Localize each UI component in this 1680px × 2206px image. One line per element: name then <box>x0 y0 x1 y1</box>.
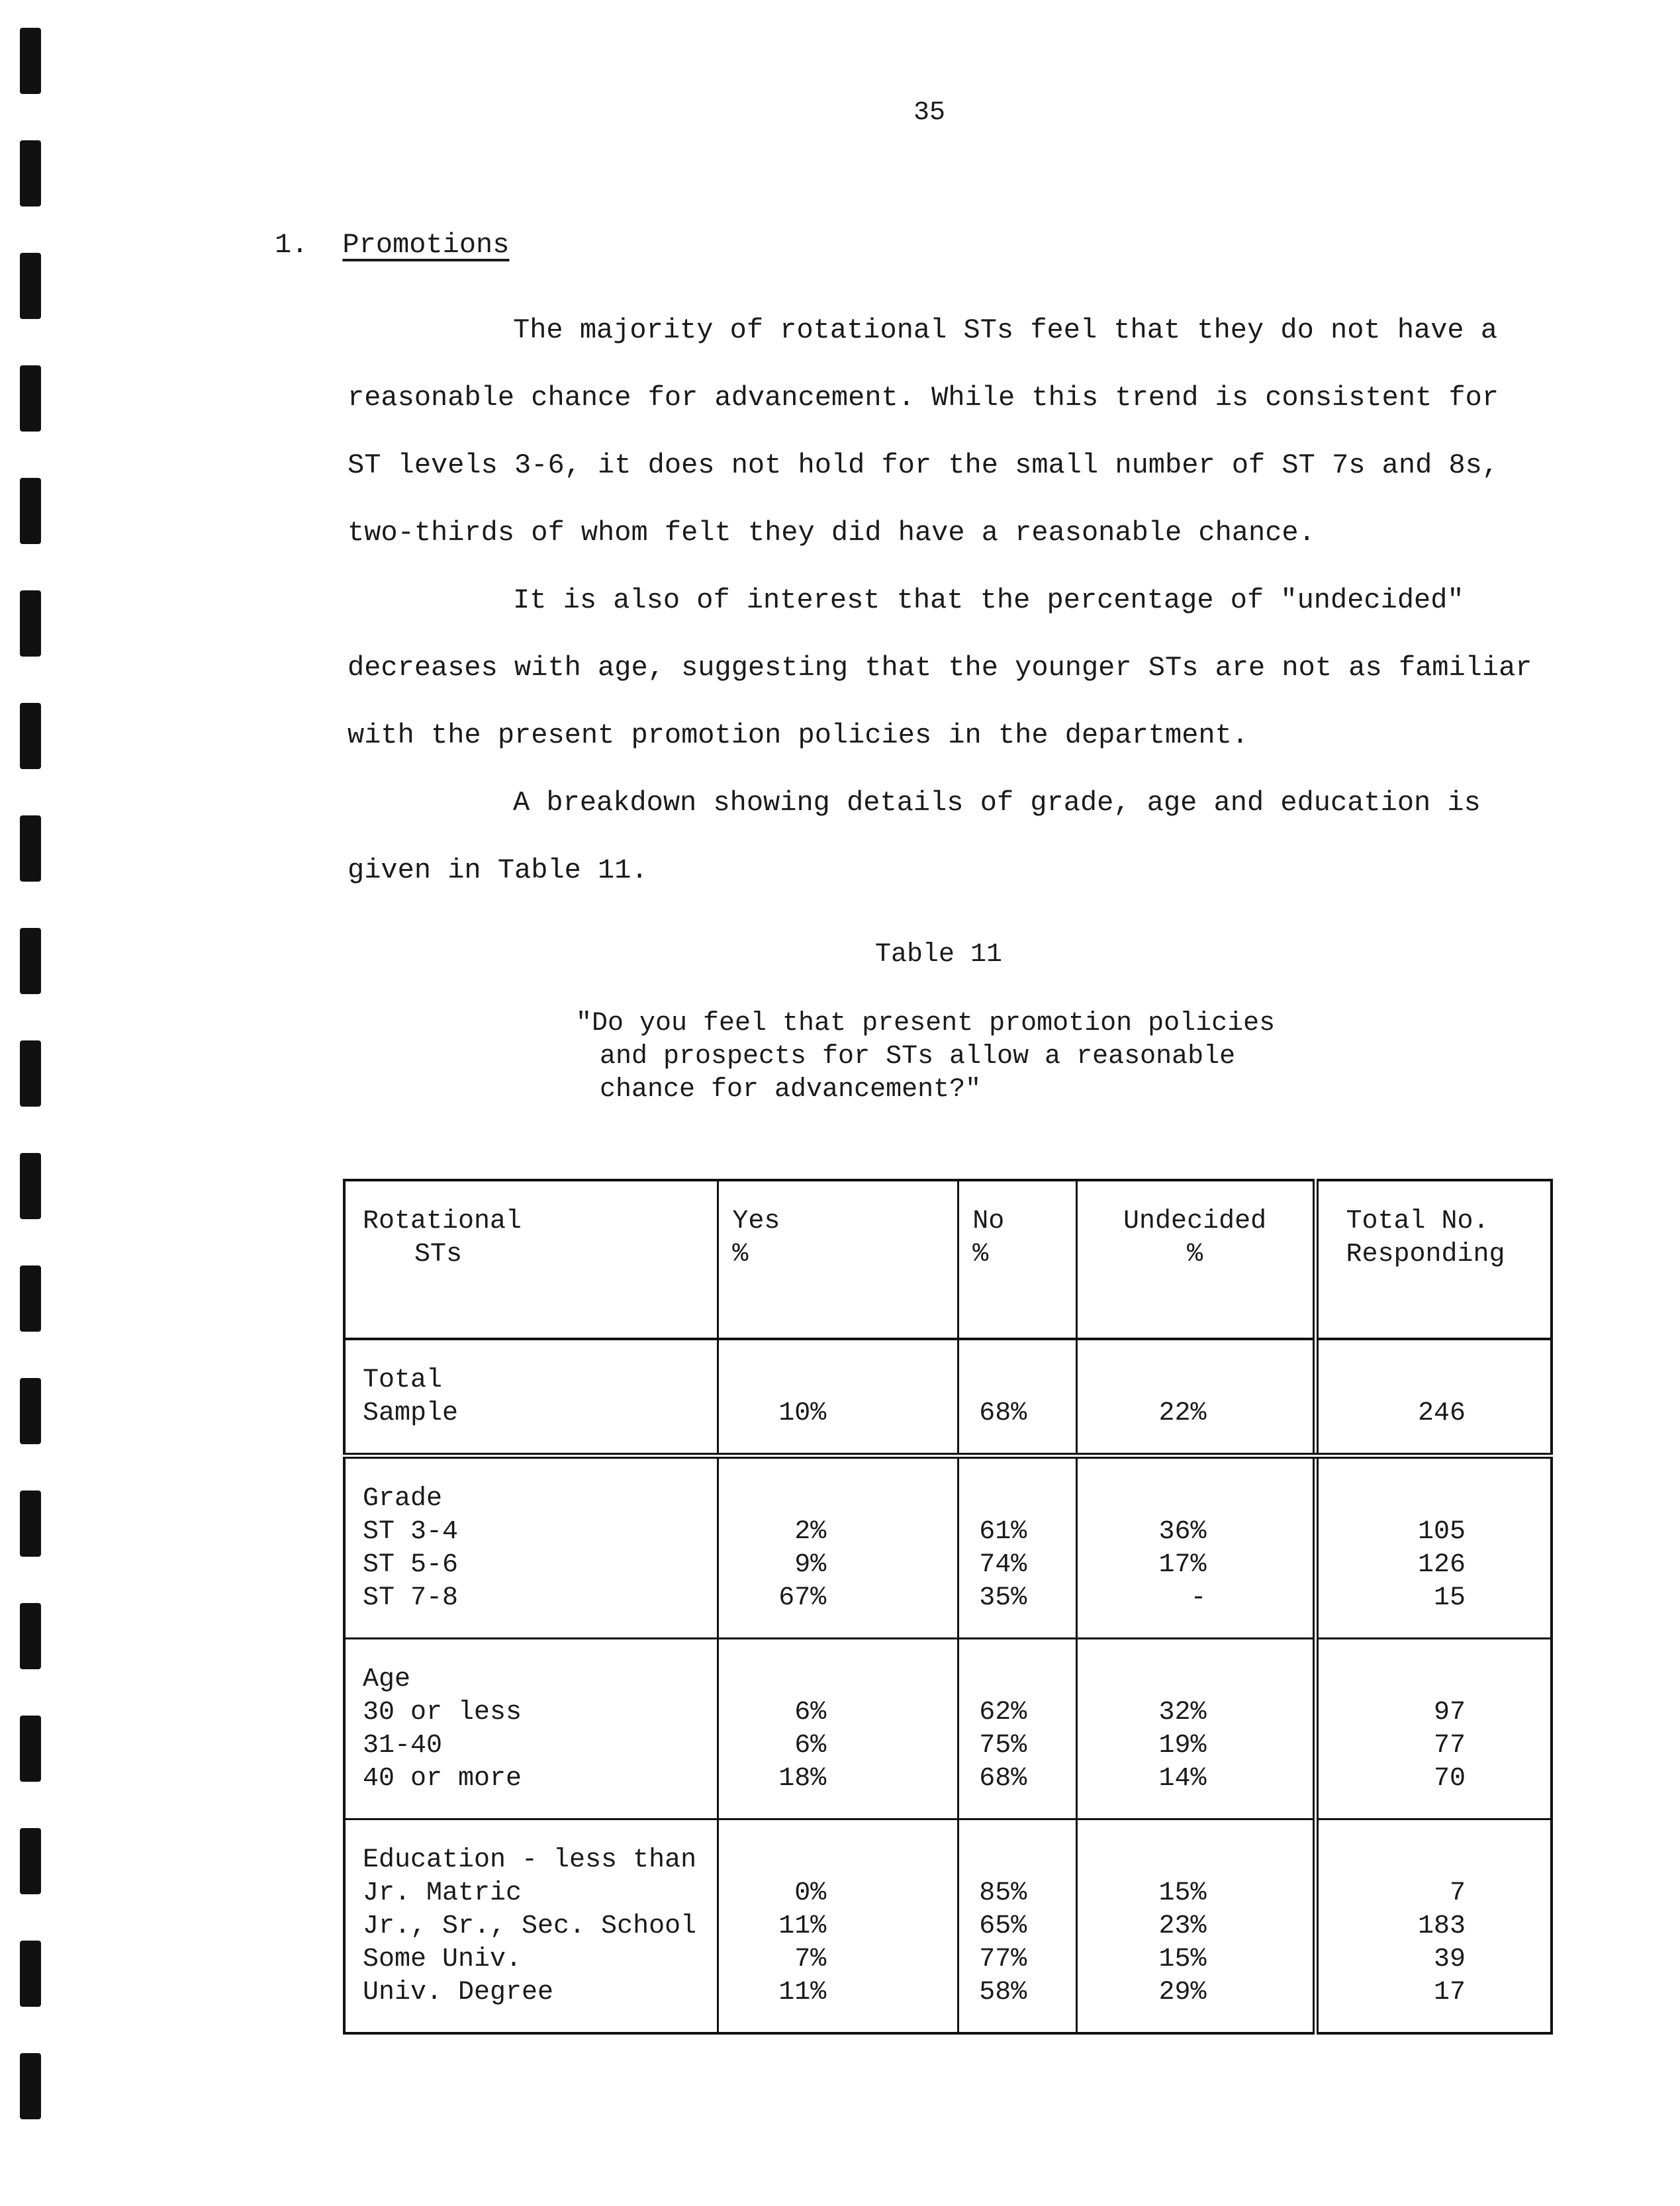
table-row <box>344 1639 1552 1819</box>
group-title: Education - less than <box>363 1845 697 1875</box>
group-title: Grade <box>363 1484 443 1514</box>
section-number: 1. <box>275 229 308 261</box>
question-line: "Do you feel that present promotion policies <box>576 1009 1276 1038</box>
header-total-responding <box>1315 1180 1552 1339</box>
header-text: % <box>732 1240 749 1269</box>
header-yes <box>718 1180 958 1339</box>
row-label: Jr. Matric <box>363 1878 522 1908</box>
row-label-cell <box>344 1456 718 1639</box>
total-value: 183 <box>1417 1911 1466 1941</box>
no-cell <box>958 1639 1076 1819</box>
row-label: ST 5-6 <box>363 1550 459 1580</box>
no-value: 77% <box>979 1945 1027 1974</box>
binding-hole <box>20 703 41 769</box>
row-label: 40 or more <box>363 1764 522 1794</box>
binding-holes <box>15 26 54 2184</box>
row-label: 31-40 <box>363 1731 443 1761</box>
undecided-value: - <box>1190 1583 1207 1613</box>
undecided-value: 15% <box>1158 1945 1207 1974</box>
yes-cell <box>718 1339 958 1456</box>
row-label-cell <box>344 1819 718 2034</box>
header-no <box>958 1180 1076 1339</box>
no-cell <box>958 1339 1076 1456</box>
yes-value: 6% <box>794 1698 827 1727</box>
binding-hole <box>20 365 41 432</box>
binding-hole <box>20 2053 41 2119</box>
table-question <box>576 1007 1275 1107</box>
paragraph: It is also of interest that the percentage of "undecided" decreases with age, suggesting that the younger STs are not as familiar with the present promotion policies in the department. <box>348 584 1532 751</box>
row-label: Univ. Degree <box>363 1978 554 2007</box>
row-label: Some Univ. <box>363 1945 522 1974</box>
no-value: 65% <box>979 1911 1027 1941</box>
total-cell <box>1315 1456 1552 1639</box>
undecided-value: 36% <box>1158 1517 1207 1547</box>
header-text: Undecided <box>1123 1207 1267 1236</box>
paragraph: The majority of rotational STs feel that they do not have a reasonable chance for advancement. While this trend is consistent for ST levels 3-6, it does not hold for the small number of ST 7s and 8s, two-thirds of whom felt they did have a reasonable chance. <box>348 314 1499 549</box>
header-text: Yes <box>732 1207 780 1236</box>
total-value: 15 <box>1433 1583 1466 1613</box>
row-label-cell <box>344 1339 718 1456</box>
question-line: chance for advancement?" <box>600 1075 982 1105</box>
yes-value: 11% <box>778 1911 827 1941</box>
no-value: 75% <box>979 1731 1027 1761</box>
binding-hole <box>20 590 41 657</box>
total-value: 17 <box>1433 1978 1466 2007</box>
header-text: Rotational <box>363 1207 522 1236</box>
yes-value: 11% <box>778 1978 827 2007</box>
undecided-cell <box>1076 1339 1315 1456</box>
undecided-cell <box>1076 1819 1315 2034</box>
undecided-value: 23% <box>1158 1911 1207 1941</box>
binding-hole <box>20 815 41 882</box>
header-text: No <box>972 1207 1005 1236</box>
no-value: 61% <box>979 1517 1027 1547</box>
header-text: Responding <box>1346 1240 1505 1269</box>
binding-hole <box>20 1040 41 1107</box>
yes-value: 10% <box>778 1399 827 1428</box>
row-label: ST 3-4 <box>363 1517 459 1547</box>
header-row <box>344 1180 1552 1339</box>
section-title: Promotions <box>342 229 510 261</box>
total-cell <box>1315 1819 1552 2034</box>
group-title: Age <box>363 1665 411 1694</box>
row-label: Sample <box>363 1399 459 1428</box>
yes-cell <box>718 1819 958 2034</box>
undecided-value: 29% <box>1158 1978 1207 2007</box>
binding-hole <box>20 1941 41 2007</box>
grade-group <box>344 1456 1552 1639</box>
total-value: 126 <box>1417 1550 1466 1580</box>
total-cell <box>1315 1639 1552 1819</box>
no-value: 35% <box>979 1583 1027 1613</box>
row-label: Total <box>363 1365 443 1395</box>
total-sample-group <box>344 1339 1552 1456</box>
table-title: Table 11 <box>875 940 1003 970</box>
undecided-value: 32% <box>1158 1698 1207 1727</box>
header-text: % <box>1187 1240 1203 1269</box>
no-value: 62% <box>979 1698 1027 1727</box>
row-label: ST 7-8 <box>363 1583 459 1613</box>
row-label-cell <box>344 1639 718 1819</box>
no-cell <box>958 1819 1076 2034</box>
total-value: 97 <box>1433 1698 1466 1727</box>
header-rotational-sts <box>344 1180 718 1339</box>
paragraph: A breakdown showing details of grade, age and education is given in Table 11. <box>348 787 1481 886</box>
table-row <box>344 1456 1552 1639</box>
yes-value: 67% <box>778 1583 827 1613</box>
header-text: % <box>972 1240 989 1269</box>
no-value: 85% <box>979 1878 1027 1908</box>
no-value: 68% <box>979 1399 1027 1428</box>
binding-hole <box>20 1378 41 1444</box>
promotion-table <box>343 1179 1553 2035</box>
table-row <box>344 1339 1552 1456</box>
total-value: 77 <box>1433 1731 1466 1761</box>
row-label: 30 or less <box>363 1698 522 1727</box>
no-value: 68% <box>979 1764 1027 1794</box>
no-cell <box>958 1456 1076 1639</box>
binding-hole <box>20 140 41 207</box>
table-row <box>344 1819 1552 2034</box>
total-value: 39 <box>1433 1945 1466 1974</box>
total-value: 7 <box>1449 1878 1466 1908</box>
binding-hole <box>20 1265 41 1332</box>
binding-hole <box>20 1716 41 1782</box>
total-cell <box>1315 1339 1552 1456</box>
age-group <box>344 1639 1552 1819</box>
undecided-cell <box>1076 1639 1315 1819</box>
yes-value: 2% <box>794 1517 827 1547</box>
yes-cell <box>718 1456 958 1639</box>
binding-hole <box>20 478 41 544</box>
total-value: 70 <box>1433 1764 1466 1794</box>
table-header <box>344 1180 1552 1339</box>
yes-value: 9% <box>794 1550 827 1580</box>
yes-value: 18% <box>778 1764 827 1794</box>
undecided-value: 14% <box>1158 1764 1207 1794</box>
binding-hole <box>20 928 41 994</box>
binding-hole <box>20 1153 41 1219</box>
binding-hole <box>20 1603 41 1669</box>
yes-value: 7% <box>794 1945 827 1974</box>
undecided-value: 15% <box>1158 1878 1207 1908</box>
undecided-value: 17% <box>1158 1550 1207 1580</box>
question-line: and prospects for STs allow a reasonable <box>600 1042 1236 1072</box>
binding-hole <box>20 28 41 94</box>
total-value: 105 <box>1417 1517 1466 1547</box>
yes-cell <box>718 1639 958 1819</box>
binding-hole <box>20 253 41 319</box>
body-text <box>348 297 1532 904</box>
total-value: 246 <box>1417 1399 1466 1428</box>
binding-hole <box>20 1491 41 1557</box>
header-text: Total No. <box>1346 1207 1489 1236</box>
yes-value: 6% <box>794 1731 827 1761</box>
header-text: STs <box>414 1240 463 1269</box>
undecided-cell <box>1076 1456 1315 1639</box>
page-number: 35 <box>913 98 946 128</box>
undecided-value: 19% <box>1158 1731 1207 1761</box>
section-heading <box>275 229 509 261</box>
header-undecided <box>1076 1180 1315 1339</box>
row-label: Jr., Sr., Sec. School <box>363 1911 697 1941</box>
undecided-value: 22% <box>1158 1399 1207 1428</box>
binding-hole <box>20 1828 41 1894</box>
yes-value: 0% <box>794 1878 827 1908</box>
no-value: 58% <box>979 1978 1027 2007</box>
education-group <box>344 1819 1552 2034</box>
no-value: 74% <box>979 1550 1027 1580</box>
